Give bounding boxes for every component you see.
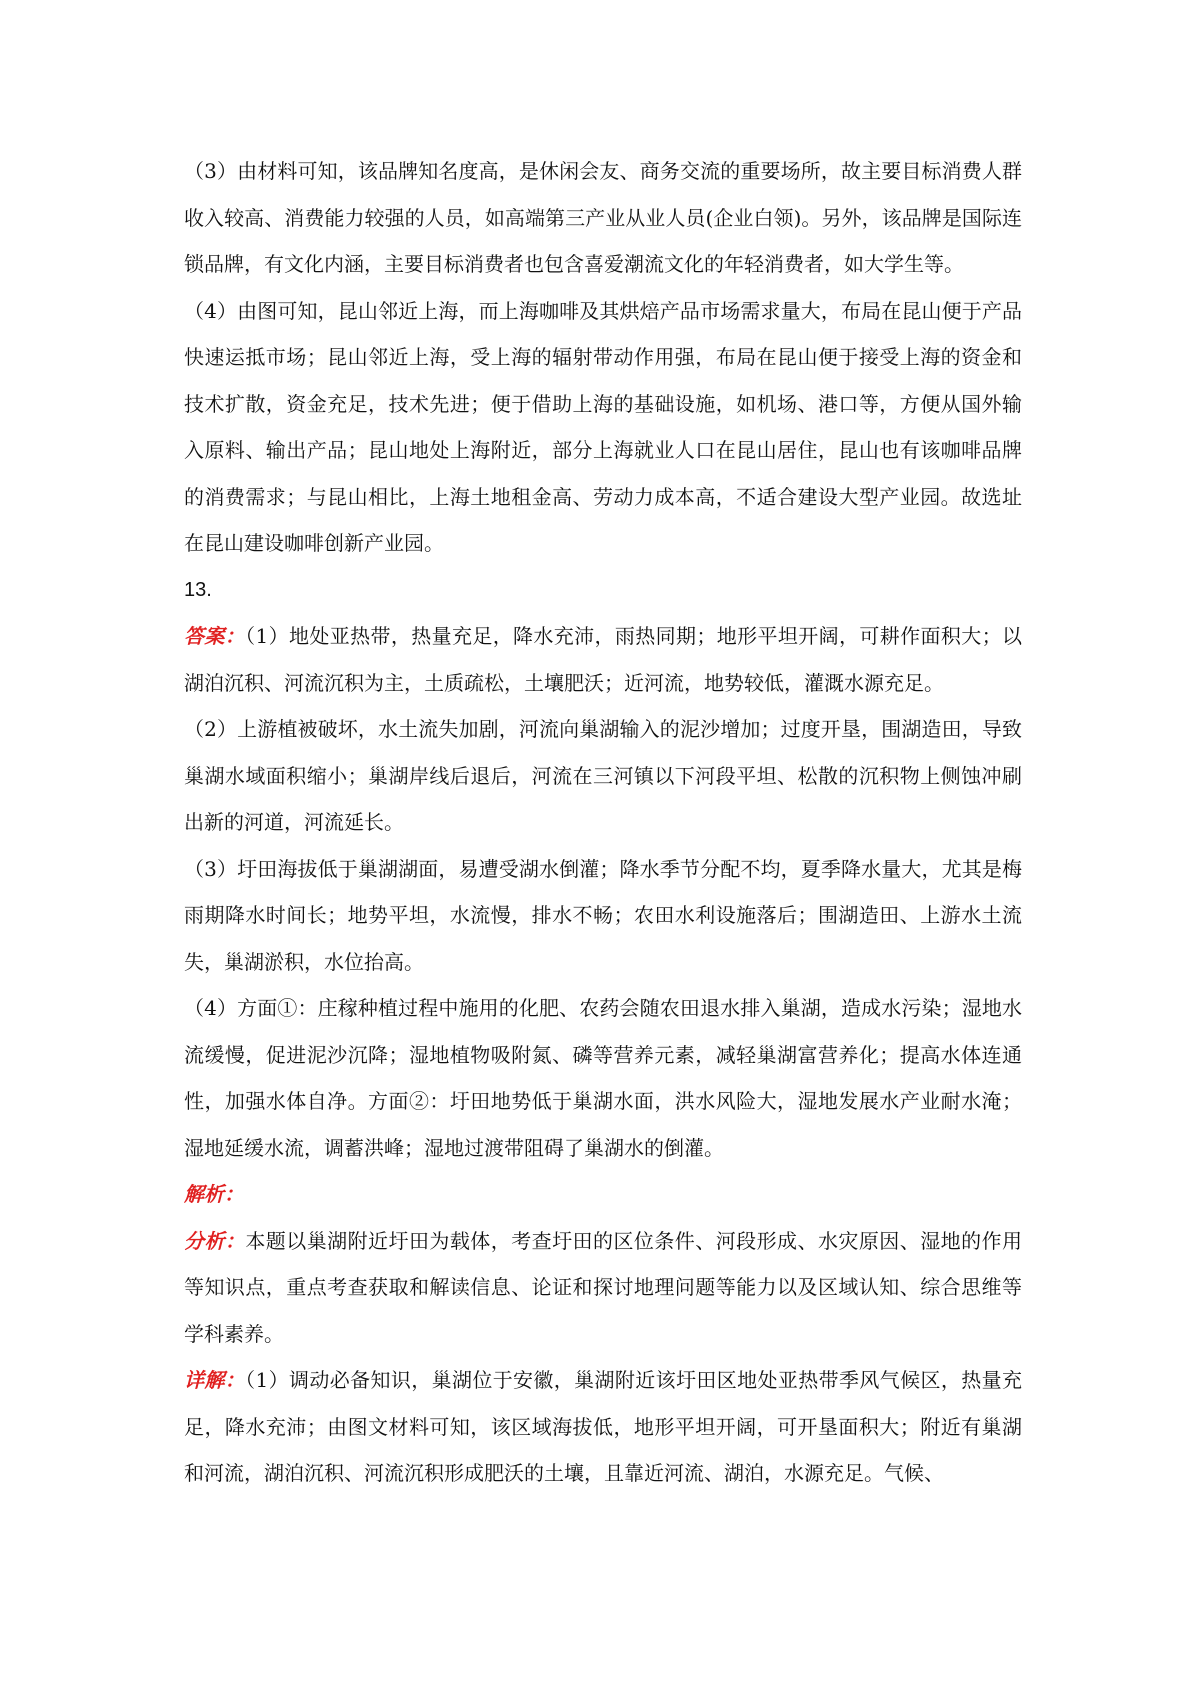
- answer-label: 答案：: [184, 624, 246, 648]
- paragraph-text: 本题以巢湖附近圩田为载体，考查圩田的区位条件、河段形成、水灾原因、湿地的作用等知识点，重点考查获取和解读信息、论证和探讨地理问题等能力以及区域认知、综合思维等学科素养。: [184, 1228, 1023, 1346]
- paragraph-answer-13-2: [184, 706, 1022, 846]
- paragraph-answer-13-4: [184, 985, 1022, 1171]
- analysis-heading: [184, 1171, 1022, 1218]
- paragraph-text: （1）地处亚热带，热量充足，降水充沛，雨热同期；地形平坦开阔，可耕作面积大；以湖泊沉积、河流沉积为主，土质疏松，土壤肥沃；近河流，地势较低，灌溉水源充足。: [184, 624, 1022, 695]
- paragraph-answer-13-3: [184, 846, 1022, 986]
- paragraph-answer-4: [184, 288, 1022, 567]
- paragraph-text: （3）由材料可知，该品牌知名度高，是休闲会友、商务交流的重要场所，故主要目标消费人群收入较高、消费能力较强的人员，如高端第三产业从业人员(企业白领)。另外，该品牌是国际连锁品牌，有文化内涵，主要目标消费者也包含喜爱潮流文化的年轻消费者，如大学生等。: [184, 159, 1022, 276]
- question-number-text: 13.: [184, 578, 212, 601]
- paragraph-text: （4）方面①：庄稼种植过程中施用的化肥、农药会随农田退水排入巢湖，造成水污染；湿地水流缓慢，促进泥沙沉降；湿地植物吸附氮、磷等营养元素，减轻巢湖富营养化；提高水体连通性，加强水体自净。方面②：圩田地势低于巢湖水面，洪水风险大，湿地发展水产业耐水淹；湿地延缓水流，调蓄洪峰；湿地过渡带阻碍了巢湖水的倒灌。: [184, 996, 1022, 1160]
- analysis-label: 解析：: [184, 1182, 244, 1206]
- paragraph-answer-13-1: [184, 613, 1022, 706]
- paragraph-text: （2）上游植被破坏，水土流失加剧，河流向巢湖输入的泥沙增加；过度开垦，围湖造田，导致巢湖水域面积缩小；巢湖岸线后退后，河流在三河镇以下河段平坦、松散的沉积物上侧蚀冲刷出新的河道，河流延长。: [184, 717, 1022, 834]
- paragraph-text: （4）由图可知，昆山邻近上海，而上海咖啡及其烘焙产品市场需求量大，布局在昆山便于产品快速运抵市场；昆山邻近上海，受上海的辐射带动作用强，布局在昆山便于接受上海的资金和技术扩散，资金充足，技术先进；便于借助上海的基础设施，如机场、港口等，方便从国外输入原料、输出产品；昆山地处上海附近，部分上海就业人口在昆山居住，昆山也有该咖啡品牌的消费需求；与昆山相比，上海土地租金高、劳动力成本高，不适合建设大型产业园。故选址在昆山建设咖啡创新产业园。: [184, 298, 1022, 555]
- paragraph-text: （1）调动必备知识，巢湖位于安徽，巢湖附近该圩田区地处亚热带季风气候区，热量充足，降水充沛；由图文材料可知，该区域海拔低，地形平坦开阔，可开垦面积大；附近有巢湖和河流，湖泊沉积、河流沉积形成肥沃的土壤，且靠近河流、湖泊，水源充足。气候、: [184, 1368, 1022, 1485]
- paragraph-fenxi: [184, 1218, 1022, 1358]
- fenxi-label: 分析：: [184, 1228, 246, 1253]
- paragraph-xiangjie: [184, 1357, 1022, 1497]
- xiangjie-label: 详解：: [184, 1368, 246, 1392]
- document-body: [184, 148, 1022, 1497]
- paragraph-text: （3）圩田海拔低于巢湖湖面，易遭受湖水倒灌；降水季节分配不均，夏季降水量大，尤其是梅雨期降水时间长；地势平坦，水流慢，排水不畅；农田水利设施落后；围湖造田、上游水土流失，巢湖淤积，水位抬高。: [184, 856, 1022, 974]
- paragraph-answer-3: [184, 148, 1022, 288]
- question-number: [184, 567, 1022, 614]
